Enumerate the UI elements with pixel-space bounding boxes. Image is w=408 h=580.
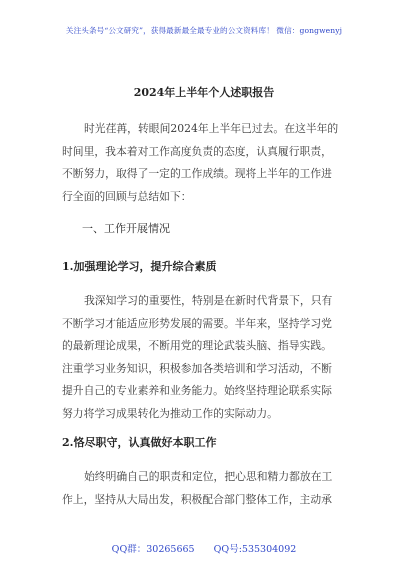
paragraph-line: 注重学习业务知识，积极参加各类培训和学习活动，不断 xyxy=(62,361,332,375)
intro-paragraph xyxy=(62,118,346,208)
intro-line: 不断努力，取得了一定的工作成绩。现将上半年的工作进 xyxy=(62,167,332,181)
intro-line: 时间里，我本着对工作高度负责的态度，认真履行职责， xyxy=(62,144,332,158)
intro-line: 时光荏苒，转眼间2024年上半年已过去。在这半年的 xyxy=(84,122,339,135)
paragraph-line: 提升自己的专业素养和业务能力。始终坚持理论联系实际 xyxy=(62,384,332,398)
intro-line: 行全面的回顾与总结如下： xyxy=(62,189,192,203)
subsection-heading: 2.恪尽职守，认真做好本职工作 xyxy=(62,436,217,449)
header-banner: 关注头条号“公文研究”，获得最新最全最专业的公文资料库！ 微信：gongwenyj xyxy=(65,26,343,35)
qq-number-text: QQ号:535304092 xyxy=(213,544,297,555)
subsection-2-paragraph xyxy=(62,466,346,511)
document-title: 2024年上半年个人述职报告 xyxy=(133,86,275,99)
section-heading: 一、工作开展情况 xyxy=(82,222,170,235)
footer-contact xyxy=(0,541,408,555)
paragraph-line: 的最新理论成果，不断用党的理论武装头脑、指导实践。 xyxy=(62,339,332,353)
paragraph-line: 不断学习才能适应形势发展的需要。半年来，坚持学习党 xyxy=(62,316,332,330)
paragraph-line: 作上，坚持从大局出发，积极配合部门整体工作，主动承 xyxy=(62,492,332,506)
qq-group-text: QQ群：30265665 xyxy=(111,544,195,555)
paragraph-line: 始终明确自己的职责和定位，把心思和精力都放在工 xyxy=(84,470,333,483)
subsection-1-paragraph xyxy=(62,290,346,426)
subsection-heading: 1.加强理论学习，提升综合素质 xyxy=(62,260,217,273)
paragraph-line: 我深知学习的重要性，特别是在新时代背景下，只有 xyxy=(84,294,333,307)
paragraph-line: 努力将学习成果转化为推动工作的实际动力。 xyxy=(62,406,278,420)
